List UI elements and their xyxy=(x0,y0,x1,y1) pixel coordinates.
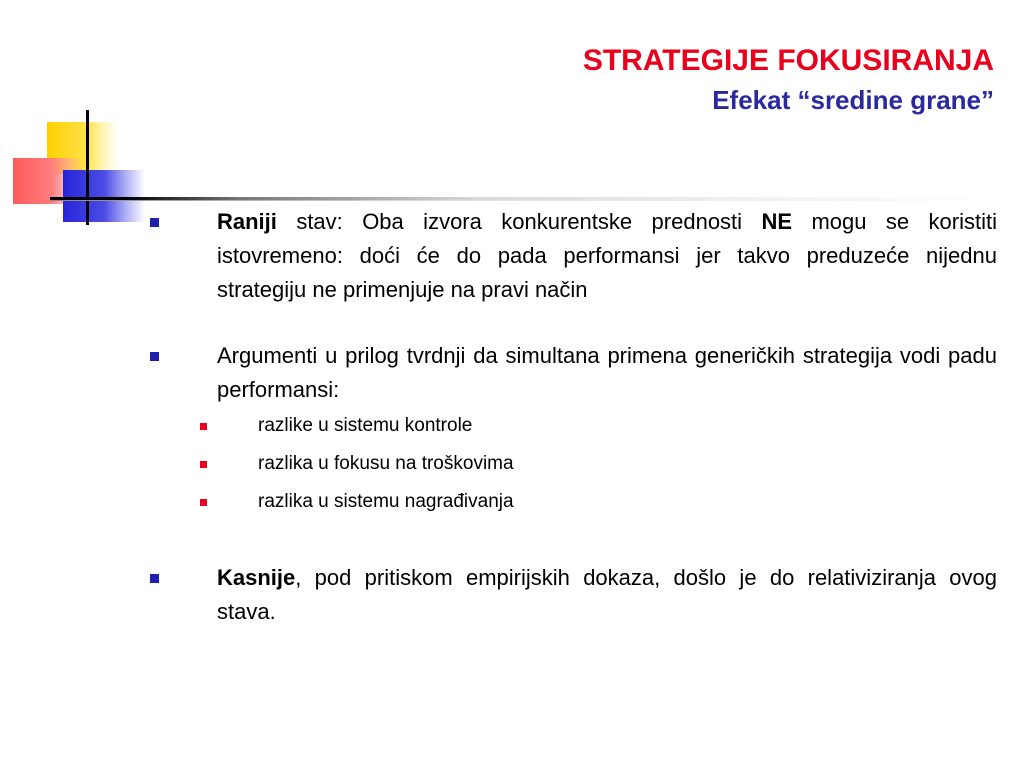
bullet-item xyxy=(145,561,997,629)
horizontal-divider-shadow xyxy=(50,200,1000,201)
bullet-item xyxy=(145,339,997,407)
sub-bullet-text: razlika u fokusu na troškovima xyxy=(258,453,514,474)
sub-bullet-item xyxy=(145,407,997,445)
sub-bullet-item xyxy=(145,445,997,483)
slide-title: STRATEGIJE FOKUSIRANJA xyxy=(582,44,994,77)
small-square-bullet-icon xyxy=(200,461,207,468)
bullet-item xyxy=(145,205,997,307)
sub-bullet-text: razlike u sistemu kontrole xyxy=(258,415,473,436)
bullet-bold-lead: Kasnije xyxy=(217,565,296,590)
small-square-bullet-icon xyxy=(200,499,207,506)
small-square-bullet-icon xyxy=(200,423,207,430)
bullet-text: Argumenti u prilog tvrdnji da simultana primena generičkih strategija vodi padu performansi: xyxy=(217,343,997,402)
slide-subtitle: Efekat “sredine grane” xyxy=(712,85,994,115)
square-bullet-icon xyxy=(150,352,159,361)
vertical-line-decoration xyxy=(86,110,89,225)
bullet-bold-lead: Raniji xyxy=(217,209,277,234)
slide-content xyxy=(145,205,997,629)
bullet-text: mogu se koristiti istovremeno: doći će do pada performansi jer takvo preduzeće nijednu strategiju ne primenjuje na pravi način xyxy=(217,209,997,302)
blue-square-decoration xyxy=(63,170,145,222)
decorative-logo xyxy=(0,0,200,240)
sub-bullet-item xyxy=(145,483,997,521)
square-bullet-icon xyxy=(150,218,159,227)
bullet-bold-emphasis: NE xyxy=(761,209,793,234)
sub-bullet-text: razlika u sistemu nagrađivanja xyxy=(258,491,514,512)
bullet-text: , pod pritiskom empirijskih dokaza, došlo je do relativiziranja ovog stava. xyxy=(217,565,997,624)
bullet-text: stav: Oba izvora konkurentske prednosti xyxy=(276,209,762,234)
square-bullet-icon xyxy=(150,574,159,583)
sub-bullet-list xyxy=(145,407,997,521)
